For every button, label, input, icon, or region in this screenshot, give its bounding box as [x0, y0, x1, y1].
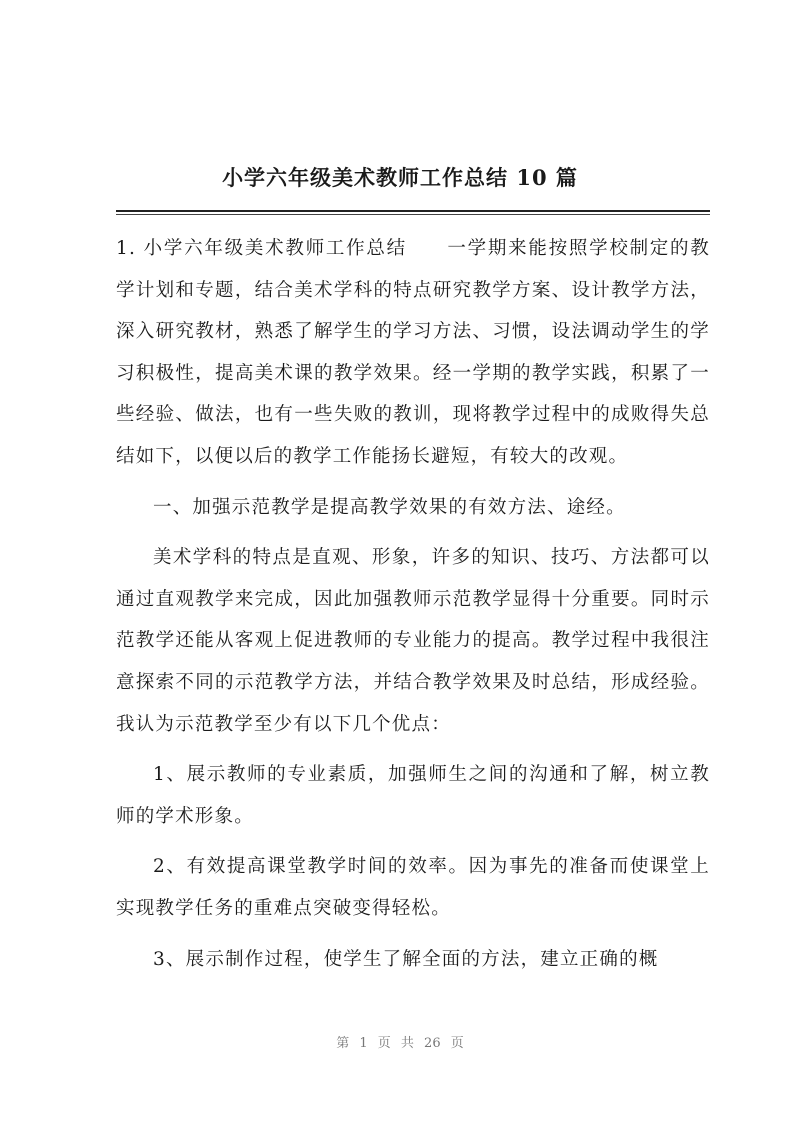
paragraph-intro: 1. 小学六年级美术教师工作总结 一学期来能按照学校制定的教学计划和专题，结合美术学科的特点研究教学方案、设计教学方法，深入研究教材，熟悉了解学生的学习方法、习惯，设法调动学生的学习积极性，提高美术课的教学效果。经一学期的教学实践，积累了一些经验、做法，也有一些失败的教训，现将教学过程中的成败得失总结如下，以便以后的教学工作能扬长避短，有较大的改观。 [116, 238, 710, 467]
title-divider-thin [116, 214, 710, 215]
document-body [116, 228, 710, 989]
list-item-1: 1、展示教师的专业素质，加强师生之间的沟通和了解，树立教师的学术形象。 [116, 764, 710, 827]
page-footer: 第 1 页 共 26 页 [336, 1036, 464, 1051]
paragraph-body: 美术学科的特点是直观、形象，许多的知识、技巧、方法都可以通过直观教学来完成，因此加强教师示范教学显得十分重要。同时示范教学还能从客观上促进教师的专业能力的提高。教学过程中我很注意探索不同的示范教学方法，并结合教学效果及时总结，形成经验。我认为示范教学至少有以下几个优点： [116, 547, 710, 735]
paragraph-heading-1: 一、加强示范教学是提高教学效果的有效方法、途经。 [153, 496, 626, 518]
document-title: 小学六年级美术教师工作总结 10 篇 [222, 165, 578, 190]
list-item-3: 3、展示制作过程，使学生了解全面的方法，建立正确的概 [153, 948, 659, 970]
list-item-2: 2、有效提高课堂教学时间的效率。因为事先的准备而使课堂上实现教学任务的重难点突破变得轻松。 [116, 856, 710, 919]
title-divider-thick [116, 210, 710, 212]
